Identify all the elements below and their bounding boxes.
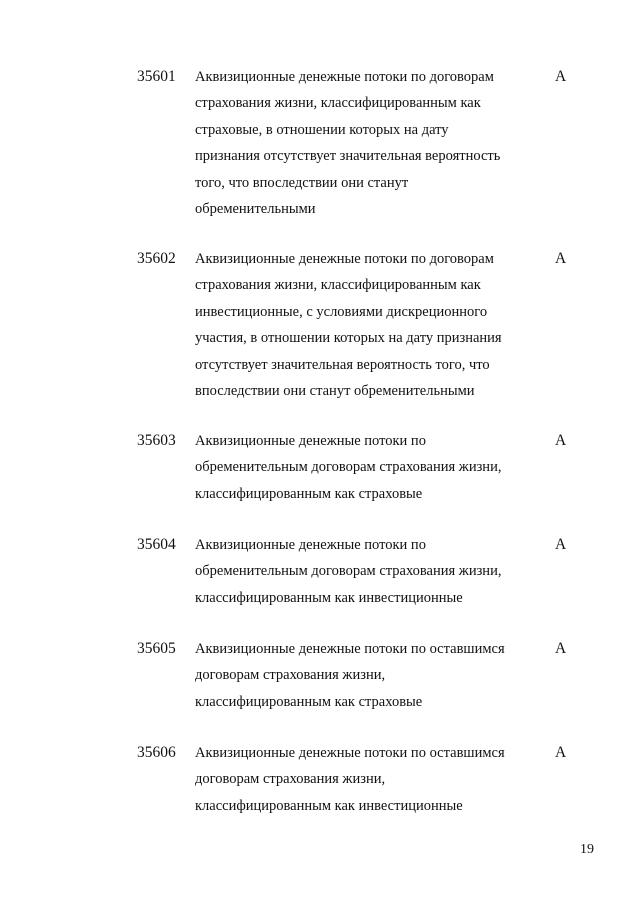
description-line: договорам страхования жизни, <box>195 771 386 788</box>
description-line: признания отсутствует значительная вероятность <box>195 148 501 165</box>
description-line: Аквизиционные денежные потоки по <box>195 433 426 449</box>
entry-description <box>195 532 535 611</box>
description-line: Аквизиционные денежные потоки по договорам <box>195 251 494 267</box>
description-line: Аквизиционные денежные потоки по оставшимся <box>195 745 505 761</box>
entry-code: 35601 <box>137 68 176 85</box>
description-line: впоследствии они станут обременительными <box>195 383 475 400</box>
entry-mark: А <box>555 68 567 85</box>
description-line: договорам страхования жизни, <box>195 667 386 684</box>
description-line: инвестиционные, с условиями дискреционного <box>195 303 488 320</box>
description-line: Аквизиционные денежные потоки по договорам <box>195 69 494 85</box>
description-line: классифицированным как инвестиционные <box>195 589 463 606</box>
description-line: страхования жизни, классифицированным как <box>195 277 481 294</box>
entry-mark: А <box>555 536 567 553</box>
entry-code: 35602 <box>137 250 176 267</box>
entry-description <box>195 636 535 715</box>
entry-code: 35604 <box>137 536 176 553</box>
description-line: классифицированным как инвестиционные <box>195 797 463 814</box>
entry-code: 35605 <box>137 640 176 657</box>
entry-code: 35606 <box>137 744 176 761</box>
description-line: классифицированным как страховые <box>195 485 423 502</box>
page-number: 19 <box>580 842 594 857</box>
entry-mark: А <box>555 432 567 449</box>
description-line: участия, в отношении которых на дату признания <box>195 330 502 347</box>
description-line: Аквизиционные денежные потоки по оставшимся <box>195 641 505 657</box>
description-line: отсутствует значительная вероятность того, что <box>195 356 490 373</box>
description-line: классифицированным как страховые <box>195 693 423 710</box>
description-line: обременительным договорам страхования жизни, <box>195 563 502 580</box>
entry-description <box>195 64 535 222</box>
description-line: обременительными <box>195 201 316 218</box>
entry-description <box>195 428 535 507</box>
entry-mark: А <box>555 250 567 267</box>
description-line: обременительным договорам страхования жизни, <box>195 459 502 476</box>
entry-mark: А <box>555 744 567 761</box>
description-line: страхования жизни, классифицированным как <box>195 95 481 112</box>
description-line: страховые, в отношении которых на дату <box>195 121 449 138</box>
entry-code: 35603 <box>137 432 176 449</box>
entry-description <box>195 246 535 404</box>
entry-mark: А <box>555 640 567 657</box>
entry-description <box>195 740 535 819</box>
description-line: того, что впоследствии они станут <box>195 174 409 191</box>
description-line: Аквизиционные денежные потоки по <box>195 537 426 553</box>
